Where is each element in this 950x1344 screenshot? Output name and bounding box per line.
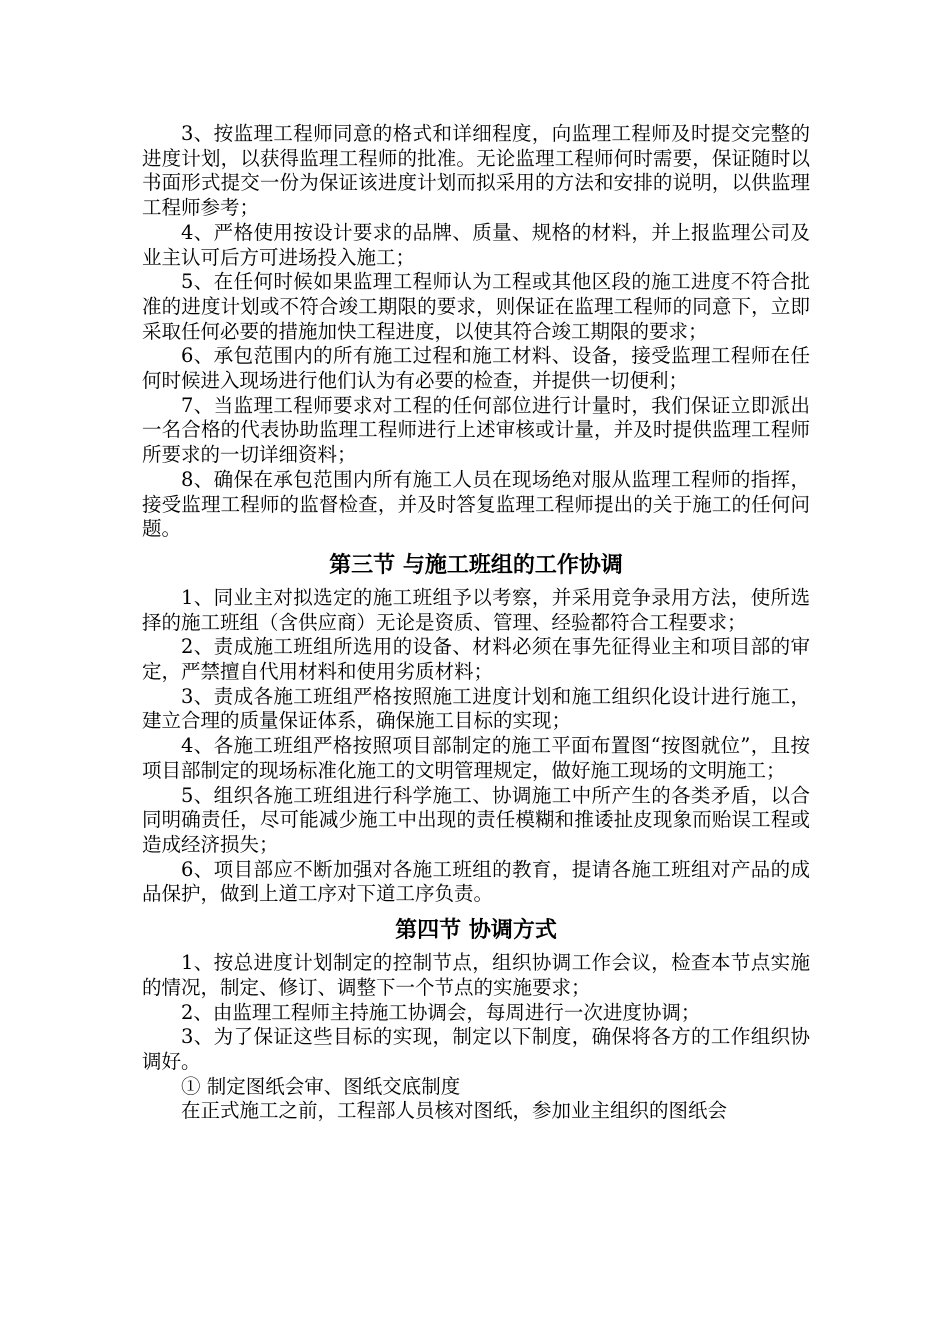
section-heading-coordination-methods: 第四节 协调方式 <box>395 917 557 944</box>
paragraph-measurement: 7、当监理工程师要求对工程的任何部位进行计量时，我们保证立即派出一名合格的代表协助监理工程师进行上述审核或计量，并及时提供监理工程师所要求的一切详细资料； <box>142 393 810 467</box>
paragraph-team-education: 6、项目部应不断加强对各施工班组的教育，提请各施工班组对产品的成品保护，做到上道工序对下道工序负责。 <box>142 857 810 906</box>
paragraph-material-use: 4、严格使用按设计要求的品牌、质量、规格的材料，并上报监理公司及业主认可后方可进场投入施工； <box>142 220 810 269</box>
paragraph-select-teams: 1、同业主对拟选定的施工班组予以考察，并采用竞争录用方法，使所选择的施工班组（含供应商）无论是资质、管理、经验都符合工程要求； <box>142 585 810 634</box>
paragraph-follow-plan: 3、责成各施工班组严格按照施工进度计划和施工组织化设计进行施工，建立合理的质量保证体系，确保施工目标的实现； <box>142 684 810 733</box>
paragraph-control-nodes: 1、按总进度计划制定的控制节点，组织协调工作会议，检查本节点实施的情况，制定、修订、调整下一个节点的实施要求； <box>142 951 810 999</box>
paragraph-obey-supervisor: 8、确保在承包范围内所有施工人员在现场绝对服从监理工程师的指挥，接受监理工程师的监督检查，并及时答复监理工程师提出的关于施工的任何问题。 <box>142 467 810 541</box>
paragraph-equipment-approval: 2、责成施工班组所选用的设备、材料必须在事先征得业主和项目部的审定，严禁擅自代用材料和使用劣质材料； <box>142 635 810 684</box>
paragraph-resolve-conflicts: 5、组织各施工班组进行科学施工、协调施工中所产生的各类矛盾，以合同明确责任，尽可能减少施工中出现的责任模糊和推诿扯皮现象而贻误工程或造成经济损失； <box>142 783 810 856</box>
paragraph-accelerate-progress: 5、在任何时候如果监理工程师认为工程或其他区段的施工进度不符合批准的进度计划或不符合竣工期限的要求，则保证在监理工程师的同意下，立即采取任何必要的措施加快工程进度，以使其符合竣工期限的要求； <box>142 270 810 343</box>
paragraph-establish-systems: 3、为了保证这些目标的实现，制定以下制度，确保将各方的工作组织协调好。 <box>142 1025 810 1073</box>
paragraph-drawing-review-system: ① 制定图纸会审、图纸交底制度 <box>181 1074 461 1098</box>
paragraph-submit-schedule: 3、按监理工程师同意的格式和详细程度，向监理工程师及时提交完整的进度计划，以获得监理工程师的批准。无论监理工程师何时需要，保证随时以书面形式提交一份为保证该进度计划而拟采用的方法和安排的说明，以供监理工程师参考； <box>142 122 810 220</box>
section-heading-team-coordination: 第三节 与施工班组的工作协调 <box>329 551 623 578</box>
paragraph-accept-inspection: 6、承包范围内的所有施工过程和施工材料、设备，接受监理工程师在任何时候进入现场进行他们认为有必要的检查，并提供一切便利； <box>142 344 810 393</box>
paragraph-weekly-meeting: 2、由监理工程师主持施工协调会，每周进行一次进度协调； <box>181 1000 701 1024</box>
document-body <box>142 122 810 1124</box>
paragraph-site-layout: 4、各施工班组严格按照项目部制定的施工平面布置图“按图就位”，且按项目部制定的现场标准化施工的文明管理规定，做好施工现场的文明施工； <box>142 734 810 782</box>
paragraph-before-construction: 在正式施工之前，工程部人员核对图纸，参加业主组织的图纸会 <box>181 1099 728 1123</box>
